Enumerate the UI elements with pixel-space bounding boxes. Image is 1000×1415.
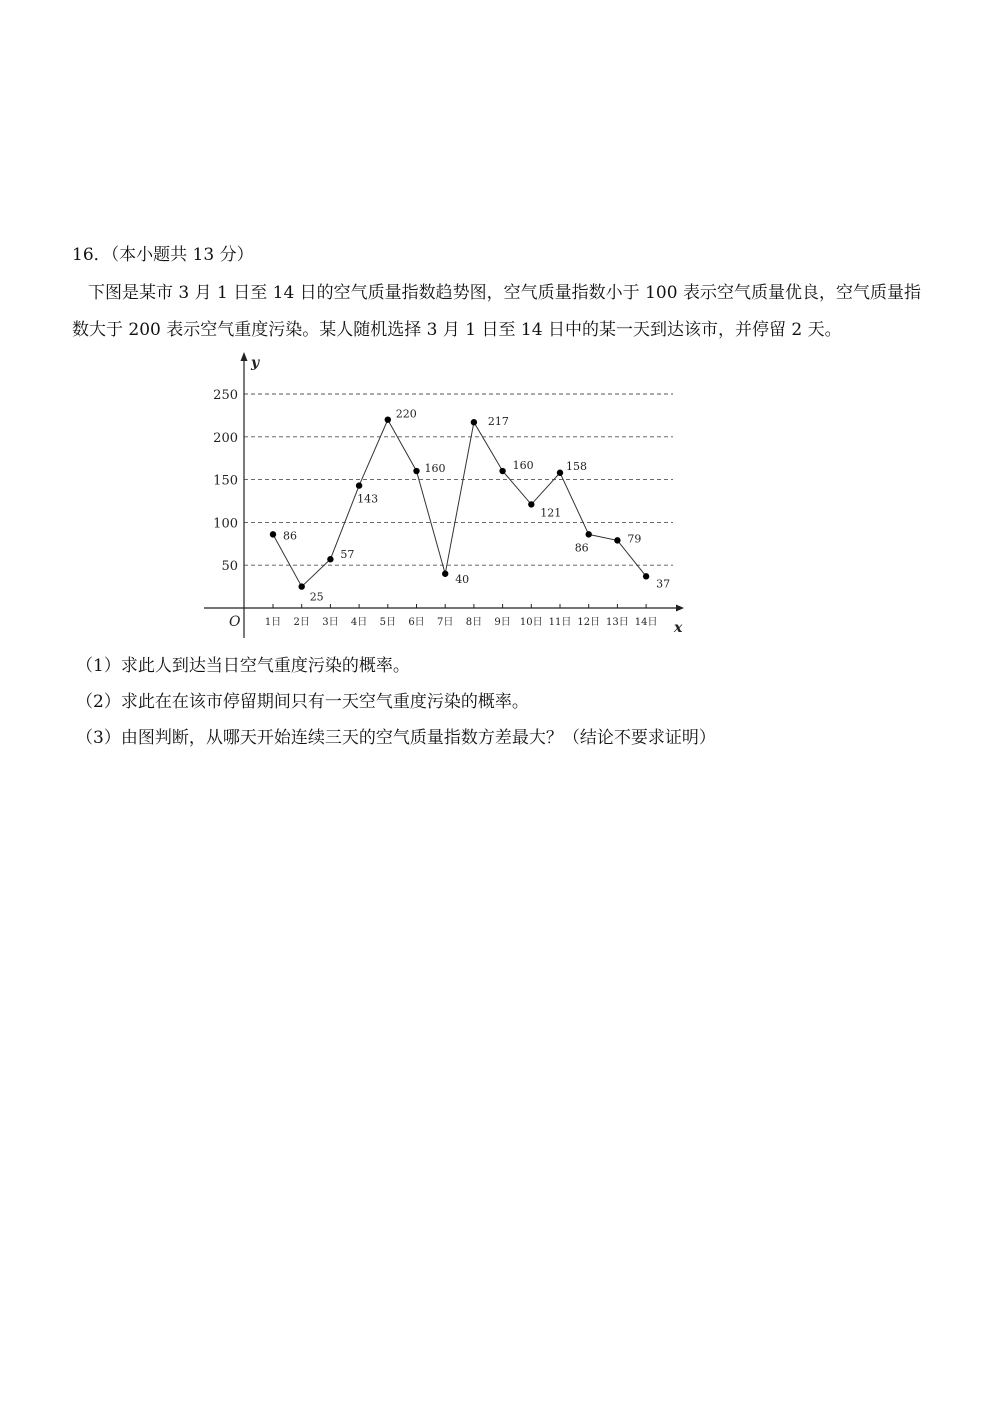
question-intro-line-1: 下图是某市 3 月 1 日至 14 日的空气质量指数趋势图，空气质量指数小于 100 表示空气质量优良，空气质量指 [88,283,921,303]
data-point-3 [327,556,333,562]
y-axis-arrow [241,352,248,361]
data-label-9: 160 [512,459,534,473]
x-tick-label-6: 6日 [408,617,425,628]
gridlines [244,394,673,565]
x-tick-label-8: 8日 [465,617,483,628]
x-tick-label-12: 12日 [577,617,601,628]
data-point-5 [385,416,391,422]
x-tick-label-3: 3日 [322,617,339,628]
y-tick-label-200: 200 [213,430,238,446]
x-tick-label-7: 7日 [437,617,454,628]
data-label-8: 217 [487,415,509,429]
x-tick-label-14: 14日 [634,617,658,628]
y-axis-label: y [251,355,260,371]
data-label-7: 40 [455,572,470,586]
data-point-10 [528,501,534,507]
sub-question-1: （1）求此人到达当日空气重度污染的概率。 [76,656,410,676]
data-label-2: 25 [309,590,324,604]
x-tick-label-13: 13日 [606,617,629,628]
data-label-1: 86 [283,529,297,543]
data-point-7 [442,571,448,577]
data-point-14 [643,573,649,579]
y-tick-label-50: 50 [221,559,238,575]
x-tick-label-1: 1日 [264,617,282,628]
data-label-5: 220 [395,407,417,421]
question-header: 16．（本小题共 13 分） [72,245,254,265]
x-tick-label-5: 5日 [379,617,396,628]
x-tick-label-11: 11日 [548,617,572,628]
x-axis-label: x [674,620,683,636]
tick-labels [213,355,683,636]
origin-label: O [229,614,241,630]
data-point-1 [270,531,276,537]
data-point-9 [499,468,505,474]
data-point-8 [471,419,477,425]
data-label-6: 160 [424,462,446,476]
data-point-12 [586,531,592,537]
question-intro-line-2: 数大于 200 表示空气重度污染。某人随机选择 3 月 1 日至 14 日中的某一天到达该市，并停留 2 天。 [72,320,842,340]
data-label-12: 86 [574,541,589,555]
y-tick-label-150: 150 [213,473,238,489]
x-tick-label-4: 4日 [350,617,368,628]
data-points [270,416,650,589]
data-label-13: 79 [627,532,642,546]
y-tick-label-250: 250 [213,388,238,403]
sub-question-2: （2）求此在在该市停留期间只有一天空气重度污染的概率。 [76,692,529,712]
x-tick-label-10: 10日 [519,617,543,628]
x-tick-label-2: 2日 [293,617,310,628]
sub-question-3: （3）由图判断，从哪天开始连续三天的空气质量指数方差最大？（结论不要求证明） [76,728,716,748]
air-quality-line-chart [196,348,696,644]
data-point-4 [356,482,362,488]
data-label-11: 158 [566,459,587,473]
data-point-2 [299,583,305,589]
data-label-14: 37 [656,577,671,591]
data-point-6 [413,468,419,474]
data-label-4: 143 [357,492,379,506]
data-label-10: 121 [540,506,562,520]
x-tick-label-9: 9日 [494,617,511,628]
axes [204,352,684,638]
data-point-11 [557,470,563,476]
y-tick-label-100: 100 [213,516,238,532]
x-axis-arrow [676,605,684,612]
data-label-3: 57 [340,548,355,562]
data-point-13 [614,537,620,543]
